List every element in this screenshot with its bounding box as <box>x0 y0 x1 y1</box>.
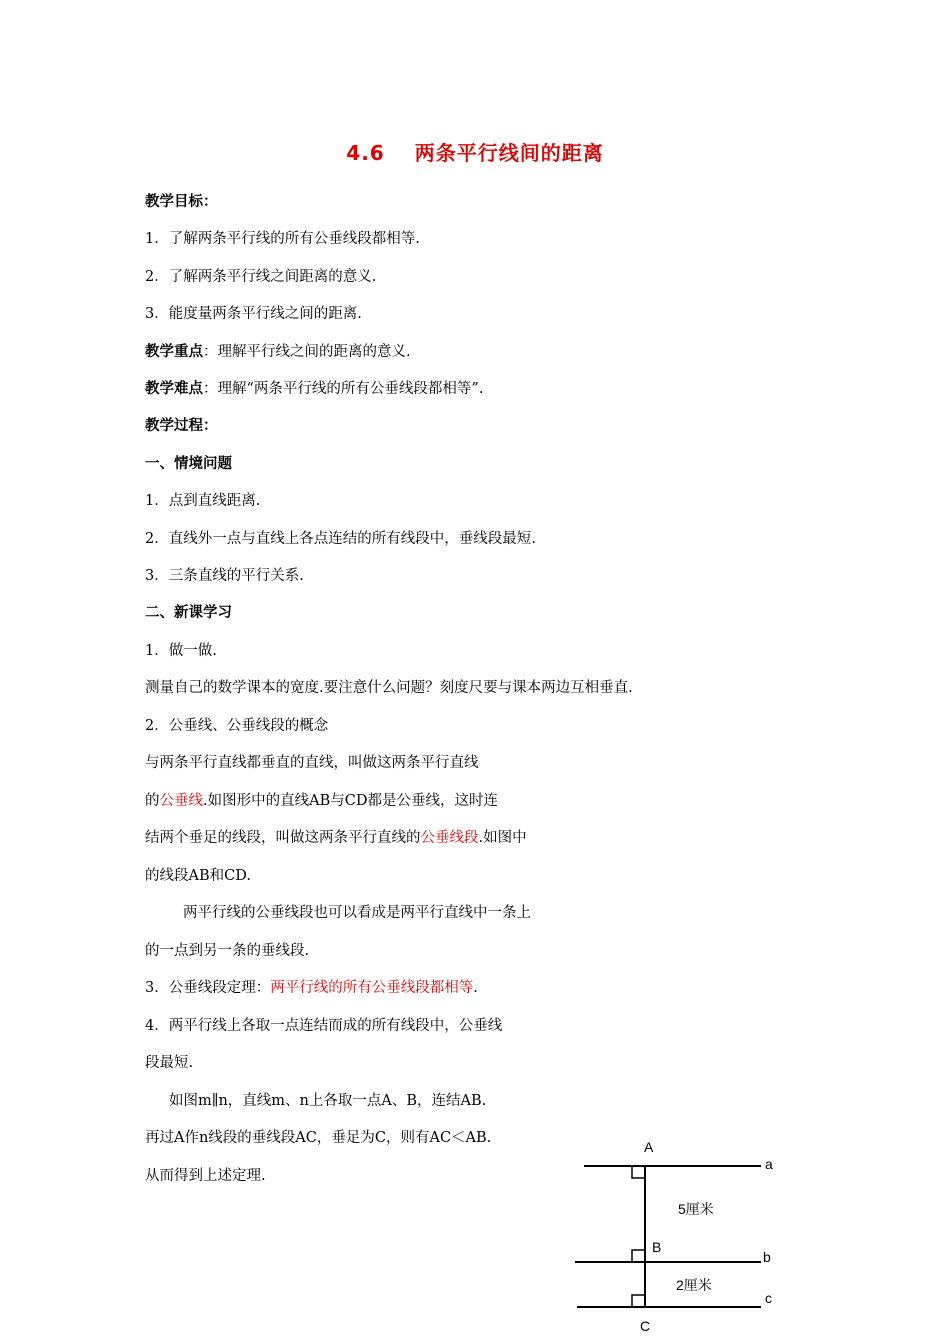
objective-2: 2．了解两条平行线之间距离的意义. <box>145 269 377 285</box>
section1-heading: 一、情境问题 <box>145 456 232 472</box>
note-line-2: 的一点到另一条的垂线段. <box>145 943 310 959</box>
section2-item-1: 1．做一做. <box>145 643 217 659</box>
text-span: .如图中 <box>478 830 527 846</box>
example-line-1: 如图m∥n，直线m、n上各取一点A、B，连结AB. <box>169 1093 487 1109</box>
objective-1: 1．了解两条平行线的所有公垂线段都相等. <box>145 231 420 247</box>
distance-ab-label: 5厘米 <box>678 1201 714 1217</box>
point-b-label: B <box>652 1239 662 1255</box>
point-c-label: C <box>640 1318 651 1334</box>
note-line-1: 两平行线的公垂线段也可以看成是两平行直线中一条上 <box>183 905 531 921</box>
key-point-text: ：理解平行线之间的距离的意义. <box>203 344 411 360</box>
section2-item-1-text: 测量自己的数学课本的宽度.要注意什么问题？刻度尺要与课本两边互相垂直. <box>145 680 633 696</box>
line-c-label: c <box>765 1290 772 1306</box>
definition-line-3 <box>145 828 527 848</box>
line-b-label: b <box>763 1249 771 1265</box>
title-text: 两条平行线间的距离 <box>414 141 604 165</box>
section-number: 4.6 <box>346 141 385 165</box>
theorem <box>145 978 478 998</box>
example-line-2: 再过A作n线段的垂线段AC，垂足为C，则有AC＜AB. <box>145 1130 492 1146</box>
term-common-perpendicular: 公垂线 <box>159 793 203 809</box>
right-angle-mark-c <box>632 1295 645 1307</box>
text-span: 结两个垂足的线段，叫做这两条平行直线的 <box>145 830 421 846</box>
example-line-3: 从而得到上述定理. <box>145 1168 266 1184</box>
right-angle-mark-a <box>632 1166 645 1178</box>
point-a-label: A <box>644 1139 654 1155</box>
page-title <box>0 137 950 166</box>
distance-bc-label: 2厘米 <box>676 1277 712 1293</box>
process-heading: 教学过程： <box>145 418 218 434</box>
section2-heading: 二、新课学习 <box>145 605 232 621</box>
text-span: . <box>473 980 478 996</box>
difficulty-text: ：理解“两条平行线的所有公垂线段都相等”. <box>203 381 484 397</box>
objectives-heading: 教学目标： <box>145 194 218 210</box>
right-angle-mark-b <box>632 1250 645 1262</box>
difficulty <box>145 379 483 399</box>
objective-3: 3．能度量两条平行线之间的距离. <box>145 306 362 322</box>
definition-line-2 <box>145 791 498 811</box>
section2-item-2: 2．公垂线、公垂线段的概念 <box>145 718 329 734</box>
item-4-line-1: 4．两平行线上各取一点连结而成的所有线段中，公垂线 <box>145 1018 503 1034</box>
section1-item-3: 3．三条直线的平行关系. <box>145 568 304 584</box>
term-common-perpendicular-segment: 公垂线段 <box>420 830 479 846</box>
text-span: 的 <box>145 793 160 809</box>
definition-line-4: 的线段AB和CD. <box>145 868 251 884</box>
parallel-lines-figure <box>570 1130 790 1340</box>
key-point <box>145 342 411 362</box>
difficulty-label: 教学难点 <box>145 381 203 397</box>
key-point-label: 教学重点 <box>145 344 203 360</box>
section1-item-2: 2．直线外一点与直线上各点连结的所有线段中，垂线段最短. <box>145 531 536 547</box>
section1-item-1: 1．点到直线距离. <box>145 493 261 509</box>
text-span: .如图形中的直线AB与CD都是公垂线，这时连 <box>203 793 498 809</box>
text-span: 3．公垂线段定理： <box>145 980 271 996</box>
line-a-label: a <box>765 1156 773 1172</box>
theorem-statement: 两平行线的所有公垂线段都相等 <box>270 980 474 996</box>
definition-line-1: 与两条平行直线都垂直的直线，叫做这两条平行直线 <box>145 755 479 771</box>
item-4-line-2: 段最短. <box>145 1055 194 1071</box>
